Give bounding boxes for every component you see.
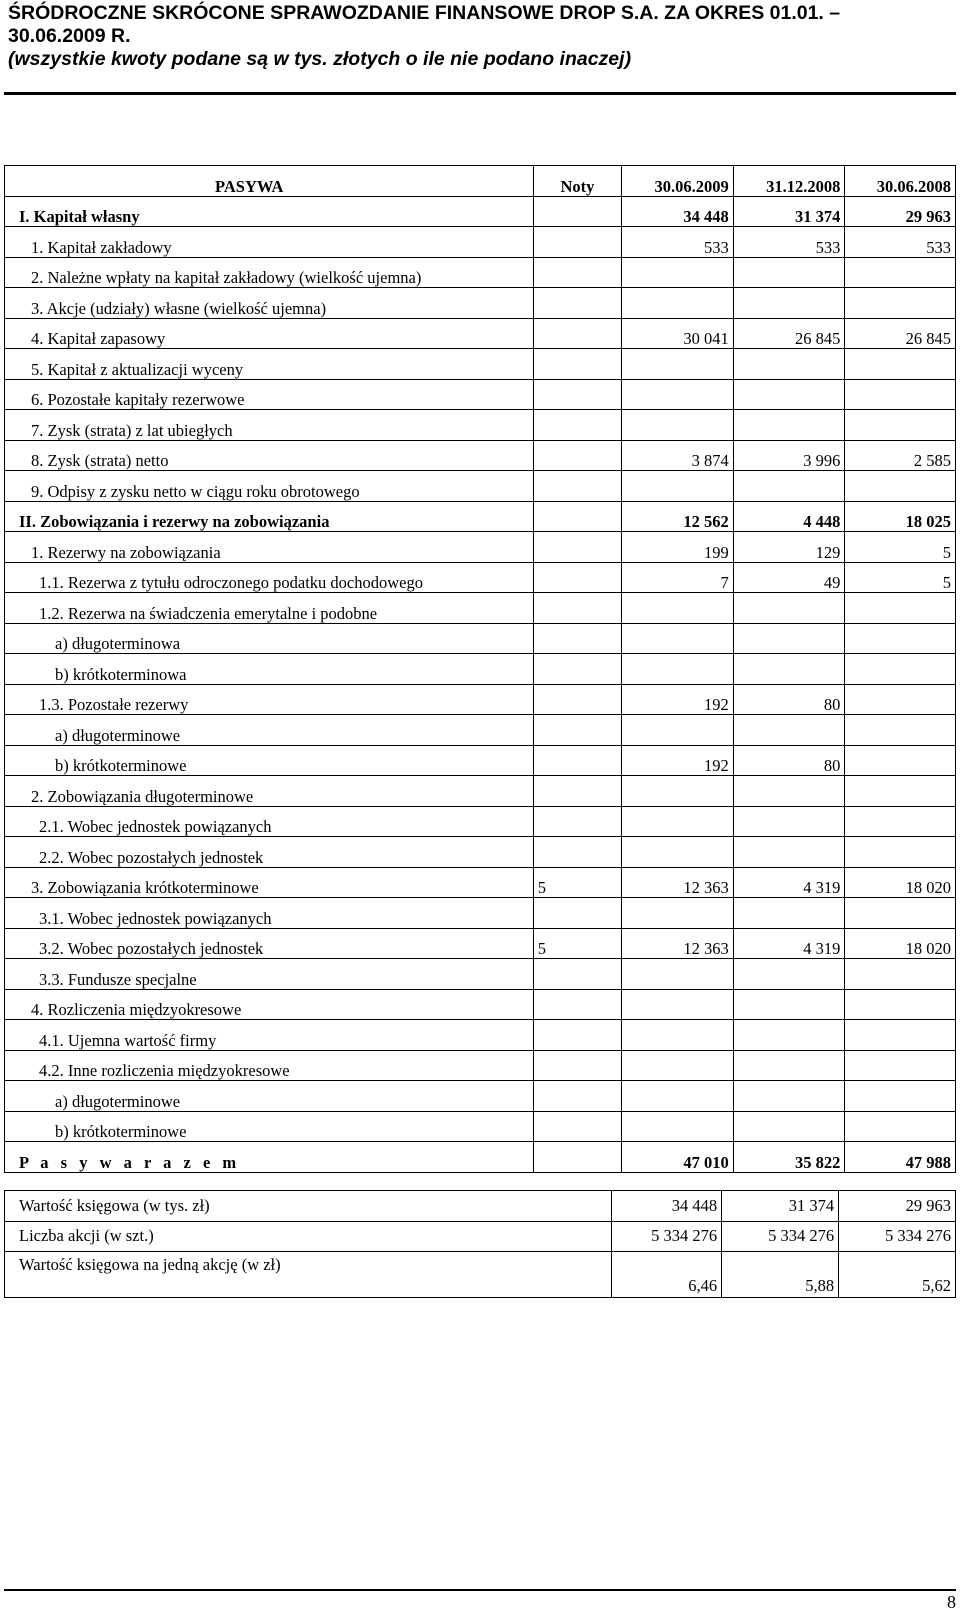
summary-value-2009-06-30: 5 334 276 — [612, 1221, 722, 1252]
row-value-2008-06-30 — [845, 1111, 956, 1142]
table-row — [5, 562, 956, 593]
row-value-2008-12-31 — [733, 257, 845, 288]
row-noty — [533, 501, 621, 532]
row-value-2009-06-30 — [622, 288, 734, 319]
row-value-2008-12-31 — [733, 288, 845, 319]
row-value-2009-06-30: 12 363 — [622, 867, 734, 898]
row-noty — [533, 745, 621, 776]
row-value-2008-06-30 — [845, 623, 956, 654]
row-value-2008-06-30 — [845, 410, 956, 441]
row-value-2009-06-30 — [622, 715, 734, 746]
table-row — [5, 410, 956, 441]
table-row — [5, 928, 956, 959]
summary-label: Liczba akcji (w szt.) — [5, 1221, 612, 1252]
table-row — [5, 1111, 956, 1142]
row-value-2009-06-30: 12 562 — [622, 501, 734, 532]
row-value-2009-06-30 — [622, 654, 734, 685]
table-row — [5, 288, 956, 319]
table-row — [5, 654, 956, 685]
row-label: 5. Kapitał z aktualizacji wyceny — [5, 349, 534, 380]
row-value-2009-06-30: 7 — [622, 562, 734, 593]
row-noty — [533, 257, 621, 288]
row-noty — [533, 471, 621, 502]
row-noty — [533, 837, 621, 868]
row-value-2008-12-31: 3 996 — [733, 440, 845, 471]
row-noty — [533, 593, 621, 624]
summary-value-2008-06-30: 29 963 — [839, 1191, 956, 1222]
row-value-2009-06-30: 192 — [622, 745, 734, 776]
row-label: 3.3. Fundusze specjalne — [5, 959, 534, 990]
row-value-2008-06-30 — [845, 745, 956, 776]
row-value-2008-06-30: 18 020 — [845, 928, 956, 959]
row-value-2008-06-30 — [845, 349, 956, 380]
header-rule — [4, 92, 956, 95]
row-value-2009-06-30 — [622, 471, 734, 502]
row-value-2008-06-30 — [845, 776, 956, 807]
row-noty: 5 — [533, 867, 621, 898]
row-value-2008-06-30: 5 — [845, 562, 956, 593]
row-value-2008-12-31 — [733, 776, 845, 807]
row-value-2008-06-30 — [845, 837, 956, 868]
row-value-2009-06-30: 30 041 — [622, 318, 734, 349]
row-label: b) krótkoterminowe — [5, 1111, 534, 1142]
row-value-2009-06-30: 192 — [622, 684, 734, 715]
row-value-2008-06-30 — [845, 898, 956, 929]
row-noty — [533, 623, 621, 654]
summary-value-2008-06-30: 5,62 — [839, 1252, 956, 1298]
row-value-2008-12-31 — [733, 379, 845, 410]
row-value-2009-06-30 — [622, 410, 734, 441]
summary-value-2009-06-30: 34 448 — [612, 1191, 722, 1222]
row-label: 9. Odpisy z zysku netto w ciągu roku obrotowego — [5, 471, 534, 502]
table-row — [5, 349, 956, 380]
summary-value-2008-12-31: 31 374 — [722, 1191, 839, 1222]
row-value-2008-12-31: 129 — [733, 532, 845, 563]
row-label: 4.2. Inne rozliczenia międzyokresowe — [5, 1050, 534, 1081]
row-value-2008-06-30 — [845, 806, 956, 837]
row-value-2008-12-31 — [733, 1020, 845, 1051]
row-value-2008-12-31: 4 319 — [733, 928, 845, 959]
row-noty — [533, 532, 621, 563]
row-noty — [533, 959, 621, 990]
row-value-2009-06-30 — [622, 623, 734, 654]
row-value-2008-12-31: 35 822 — [733, 1142, 845, 1173]
row-value-2008-06-30 — [845, 654, 956, 685]
footer-rule — [4, 1589, 956, 1591]
row-value-2008-12-31 — [733, 989, 845, 1020]
row-value-2008-06-30 — [845, 1050, 956, 1081]
row-value-2009-06-30 — [622, 1050, 734, 1081]
row-noty: 5 — [533, 928, 621, 959]
row-noty — [533, 196, 621, 227]
report-header — [8, 2, 953, 71]
row-label: 3.2. Wobec pozostałych jednostek — [5, 928, 534, 959]
row-value-2008-06-30 — [845, 989, 956, 1020]
row-label: 6. Pozostałe kapitały rezerwowe — [5, 379, 534, 410]
col-header-pasywa: PASYWA — [5, 166, 534, 197]
col-header-date3: 30.06.2008 — [845, 166, 956, 197]
summary-table — [4, 1190, 956, 1298]
row-value-2008-12-31 — [733, 715, 845, 746]
row-value-2009-06-30 — [622, 959, 734, 990]
row-value-2008-12-31: 4 448 — [733, 501, 845, 532]
table-row — [5, 959, 956, 990]
page-number: 8 — [947, 1592, 956, 1612]
table-row — [5, 623, 956, 654]
row-label: a) długoterminowe — [5, 1081, 534, 1112]
row-value-2009-06-30 — [622, 837, 734, 868]
table-row — [5, 745, 956, 776]
row-noty — [533, 227, 621, 258]
row-value-2008-12-31: 49 — [733, 562, 845, 593]
summary-value-2008-06-30: 5 334 276 — [839, 1221, 956, 1252]
row-noty — [533, 806, 621, 837]
row-label: 3.1. Wobec jednostek powiązanych — [5, 898, 534, 929]
table-row — [5, 471, 956, 502]
row-label: a) długoterminowe — [5, 715, 534, 746]
row-label: 2. Zobowiązania długoterminowe — [5, 776, 534, 807]
row-value-2009-06-30: 12 363 — [622, 928, 734, 959]
row-label: 2.2. Wobec pozostałych jednostek — [5, 837, 534, 868]
row-value-2008-12-31 — [733, 1050, 845, 1081]
row-label: 4.1. Ujemna wartość firmy — [5, 1020, 534, 1051]
row-label: P a s y w a r a z e m — [5, 1142, 534, 1173]
row-value-2009-06-30: 533 — [622, 227, 734, 258]
row-value-2009-06-30: 3 874 — [622, 440, 734, 471]
row-value-2008-06-30 — [845, 715, 956, 746]
row-value-2008-12-31 — [733, 471, 845, 502]
row-value-2008-06-30 — [845, 471, 956, 502]
row-noty — [533, 410, 621, 441]
row-value-2008-12-31 — [733, 1111, 845, 1142]
row-label: 2. Należne wpłaty na kapitał zakładowy (wielkość ujemna) — [5, 257, 534, 288]
row-value-2009-06-30 — [622, 989, 734, 1020]
row-label: 1. Rezerwy na zobowiązania — [5, 532, 534, 563]
row-label: 1.2. Rezerwa na świadczenia emerytalne i podobne — [5, 593, 534, 624]
row-value-2009-06-30 — [622, 898, 734, 929]
row-value-2008-06-30 — [845, 257, 956, 288]
row-label: II. Zobowiązania i rezerwy na zobowiązania — [5, 501, 534, 532]
col-header-date2: 31.12.2008 — [733, 166, 845, 197]
row-value-2008-06-30 — [845, 684, 956, 715]
header-title-line1: ŚRÓDROCZNE SKRÓCONE SPRAWOZDANIE FINANSOWE DROP S.A. ZA OKRES 01.01. – — [8, 2, 841, 24]
row-label: 8. Zysk (strata) netto — [5, 440, 534, 471]
row-value-2008-12-31 — [733, 959, 845, 990]
header-subtitle: (wszystkie kwoty podane są w tys. złotych o ile nie podano inaczej) — [8, 48, 632, 70]
table-row — [5, 1081, 956, 1112]
row-value-2008-12-31 — [733, 654, 845, 685]
row-value-2009-06-30 — [622, 349, 734, 380]
row-value-2008-06-30: 29 963 — [845, 196, 956, 227]
row-value-2008-12-31: 26 845 — [733, 318, 845, 349]
row-label: 1.1. Rezerwa z tytułu odroczonego podatku dochodowego — [5, 562, 534, 593]
row-value-2009-06-30: 34 448 — [622, 196, 734, 227]
row-value-2008-12-31 — [733, 1081, 845, 1112]
summary-row — [5, 1191, 956, 1222]
table-row — [5, 867, 956, 898]
row-value-2008-12-31: 80 — [733, 684, 845, 715]
row-value-2008-06-30: 533 — [845, 227, 956, 258]
row-noty — [533, 898, 621, 929]
table-row — [5, 684, 956, 715]
row-label: a) długoterminowa — [5, 623, 534, 654]
row-value-2009-06-30 — [622, 379, 734, 410]
table-row — [5, 593, 956, 624]
row-value-2008-06-30: 18 020 — [845, 867, 956, 898]
row-value-2008-06-30 — [845, 959, 956, 990]
table-row — [5, 837, 956, 868]
row-value-2008-06-30: 5 — [845, 532, 956, 563]
row-noty — [533, 715, 621, 746]
row-value-2008-12-31 — [733, 837, 845, 868]
row-noty — [533, 318, 621, 349]
row-label: 3. Akcje (udziały) własne (wielkość ujemna) — [5, 288, 534, 319]
table-row — [5, 1050, 956, 1081]
row-noty — [533, 562, 621, 593]
summary-value-2008-12-31: 5,88 — [722, 1252, 839, 1298]
row-noty — [533, 440, 621, 471]
table-row — [5, 257, 956, 288]
row-value-2008-06-30 — [845, 593, 956, 624]
summary-label: Wartość księgowa na jedną akcję (w zł) — [5, 1252, 612, 1298]
summary-value-2009-06-30: 6,46 — [612, 1252, 722, 1298]
row-noty — [533, 1081, 621, 1112]
table-row — [5, 1020, 956, 1051]
row-noty — [533, 288, 621, 319]
summary-row — [5, 1221, 956, 1252]
table-row — [5, 379, 956, 410]
row-value-2009-06-30: 199 — [622, 532, 734, 563]
row-value-2009-06-30: 47 010 — [622, 1142, 734, 1173]
table-row — [5, 196, 956, 227]
row-value-2008-06-30: 47 988 — [845, 1142, 956, 1173]
table-row — [5, 715, 956, 746]
row-noty — [533, 989, 621, 1020]
row-value-2008-06-30 — [845, 288, 956, 319]
col-header-noty: Noty — [533, 166, 621, 197]
table-row — [5, 227, 956, 258]
row-value-2008-12-31 — [733, 410, 845, 441]
table-header-row — [5, 166, 956, 197]
row-label: b) krótkoterminowa — [5, 654, 534, 685]
row-noty — [533, 776, 621, 807]
row-value-2008-12-31: 533 — [733, 227, 845, 258]
table-row — [5, 1142, 956, 1173]
row-label: 7. Zysk (strata) z lat ubiegłych — [5, 410, 534, 441]
row-value-2009-06-30 — [622, 1081, 734, 1112]
row-label: 4. Kapitał zapasowy — [5, 318, 534, 349]
row-value-2008-12-31: 31 374 — [733, 196, 845, 227]
header-title-line2: 30.06.2009 R. — [8, 25, 131, 47]
row-value-2008-06-30: 26 845 — [845, 318, 956, 349]
row-value-2008-06-30 — [845, 379, 956, 410]
row-value-2008-12-31: 4 319 — [733, 867, 845, 898]
table-row — [5, 898, 956, 929]
row-value-2008-06-30 — [845, 1081, 956, 1112]
row-value-2008-12-31 — [733, 623, 845, 654]
table-row — [5, 318, 956, 349]
row-label: 3. Zobowiązania krótkoterminowe — [5, 867, 534, 898]
row-value-2008-12-31 — [733, 593, 845, 624]
pasywa-table — [4, 165, 956, 1173]
row-noty — [533, 684, 621, 715]
row-noty — [533, 1050, 621, 1081]
row-noty — [533, 654, 621, 685]
row-value-2008-06-30: 2 585 — [845, 440, 956, 471]
row-label: b) krótkoterminowe — [5, 745, 534, 776]
row-label: 1.3. Pozostałe rezerwy — [5, 684, 534, 715]
table-row — [5, 989, 956, 1020]
table-row — [5, 440, 956, 471]
row-value-2009-06-30 — [622, 806, 734, 837]
row-value-2008-12-31 — [733, 806, 845, 837]
table-row — [5, 501, 956, 532]
row-label: 4. Rozliczenia międzyokresowe — [5, 989, 534, 1020]
summary-value-2008-12-31: 5 334 276 — [722, 1221, 839, 1252]
row-noty — [533, 1142, 621, 1173]
row-noty — [533, 1020, 621, 1051]
table-row — [5, 806, 956, 837]
row-value-2008-12-31 — [733, 349, 845, 380]
row-value-2009-06-30 — [622, 1020, 734, 1051]
row-noty — [533, 349, 621, 380]
row-value-2008-06-30 — [845, 1020, 956, 1051]
row-label: I. Kapitał własny — [5, 196, 534, 227]
row-value-2008-12-31 — [733, 898, 845, 929]
table-row — [5, 532, 956, 563]
summary-label: Wartość księgowa (w tys. zł) — [5, 1191, 612, 1222]
row-noty — [533, 1111, 621, 1142]
row-value-2009-06-30 — [622, 593, 734, 624]
row-value-2008-12-31: 80 — [733, 745, 845, 776]
row-value-2009-06-30 — [622, 1111, 734, 1142]
col-header-date1: 30.06.2009 — [622, 166, 734, 197]
row-value-2009-06-30 — [622, 776, 734, 807]
row-label: 1. Kapitał zakładowy — [5, 227, 534, 258]
row-label: 2.1. Wobec jednostek powiązanych — [5, 806, 534, 837]
row-noty — [533, 379, 621, 410]
row-value-2009-06-30 — [622, 257, 734, 288]
table-row — [5, 776, 956, 807]
row-value-2008-06-30: 18 025 — [845, 501, 956, 532]
summary-row — [5, 1252, 956, 1298]
